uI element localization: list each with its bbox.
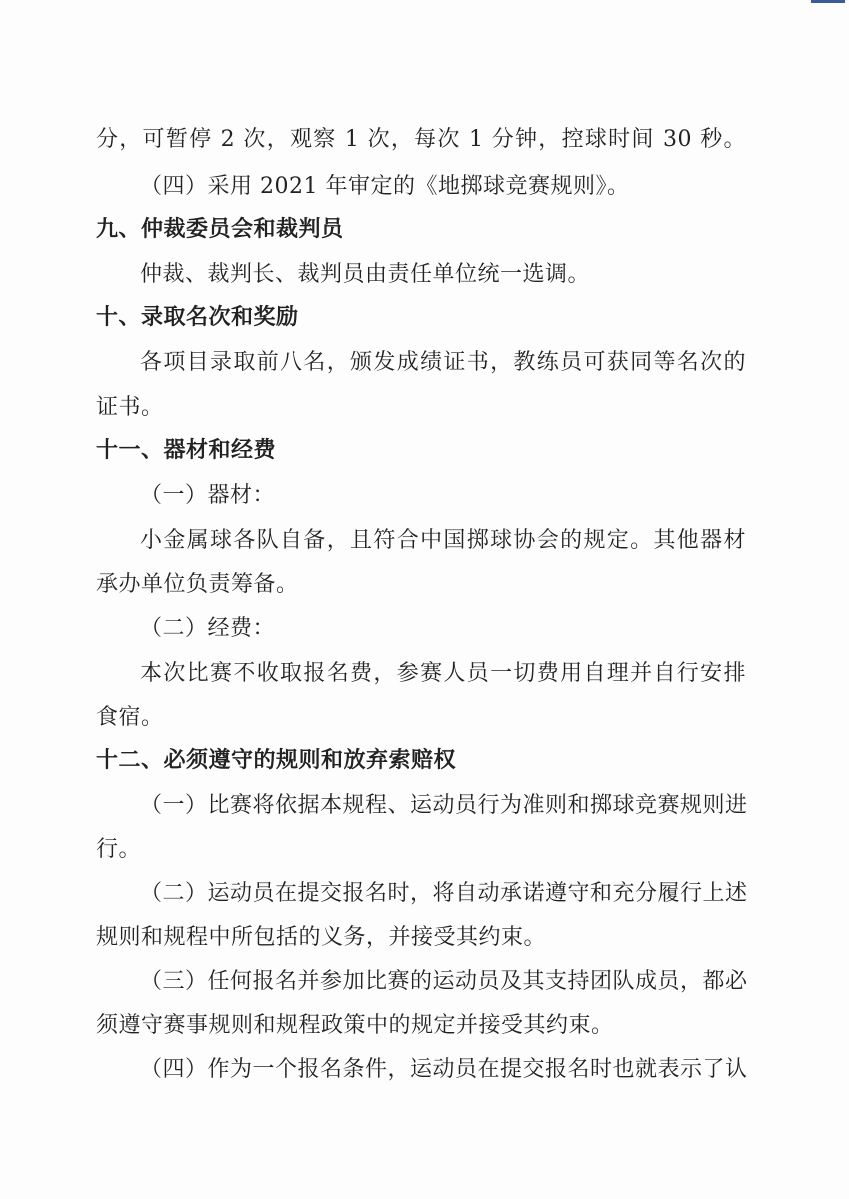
paragraph-line: 行。 [96,837,142,862]
section-heading: 十一、器材和经费 [96,438,277,463]
paragraph-line: 仲裁、裁判长、裁判员由责任单位统一选调。 [140,262,591,287]
section-heading: 十二、必须遵守的规则和放弃索赔权 [96,748,457,773]
paragraph-line: 本次比赛不收取报名费，参赛人员一切费用自理并自行安排 [140,661,746,686]
paragraph-line: （二）运动员在提交报名时，将自动承诺遵守和充分履行上述 [140,881,748,906]
section-heading: 九、仲裁委员会和裁判员 [96,217,344,242]
paragraph-line: 证书。 [96,395,164,420]
paragraph-line: 承办单位负责筹备。 [96,572,299,597]
paragraph-line: 分，可暂停 2 次，观察 1 次，每次 1 分钟，控球时间 30 秒。 [96,127,746,152]
paragraph-line: 食宿。 [96,705,164,730]
section-heading: 十、录取名次和奖励 [96,305,299,330]
paragraph-line: （一）器材： [140,483,276,508]
paragraph-line: （三）任何报名并参加比赛的运动员及其支持团队成员，都必 [140,969,748,994]
paragraph-line: （二）经费： [140,616,276,641]
scan-corner-mark [811,0,845,3]
paragraph-line: （一）比赛将依据本规程、运动员行为准则和掷球竞赛规则进 [140,793,748,818]
paragraph-line: 各项目录取前八名，颁发成绩证书，教练员可获同等名次的 [140,350,746,375]
paragraph-line: （四）采用 2021 年审定的《地掷球竞赛规则》。 [140,174,630,199]
paragraph-line: 须遵守赛事规则和规程政策中的规定并接受其约束。 [96,1013,614,1038]
paragraph-line: （四）作为一个报名条件，运动员在提交报名时也就表示了认 [140,1057,748,1082]
paragraph-line: 规则和规程中所包括的义务，并接受其约束。 [96,925,547,950]
paragraph-line: 小金属球各队自备，且符合中国掷球协会的规定。其他器材 [140,528,746,553]
